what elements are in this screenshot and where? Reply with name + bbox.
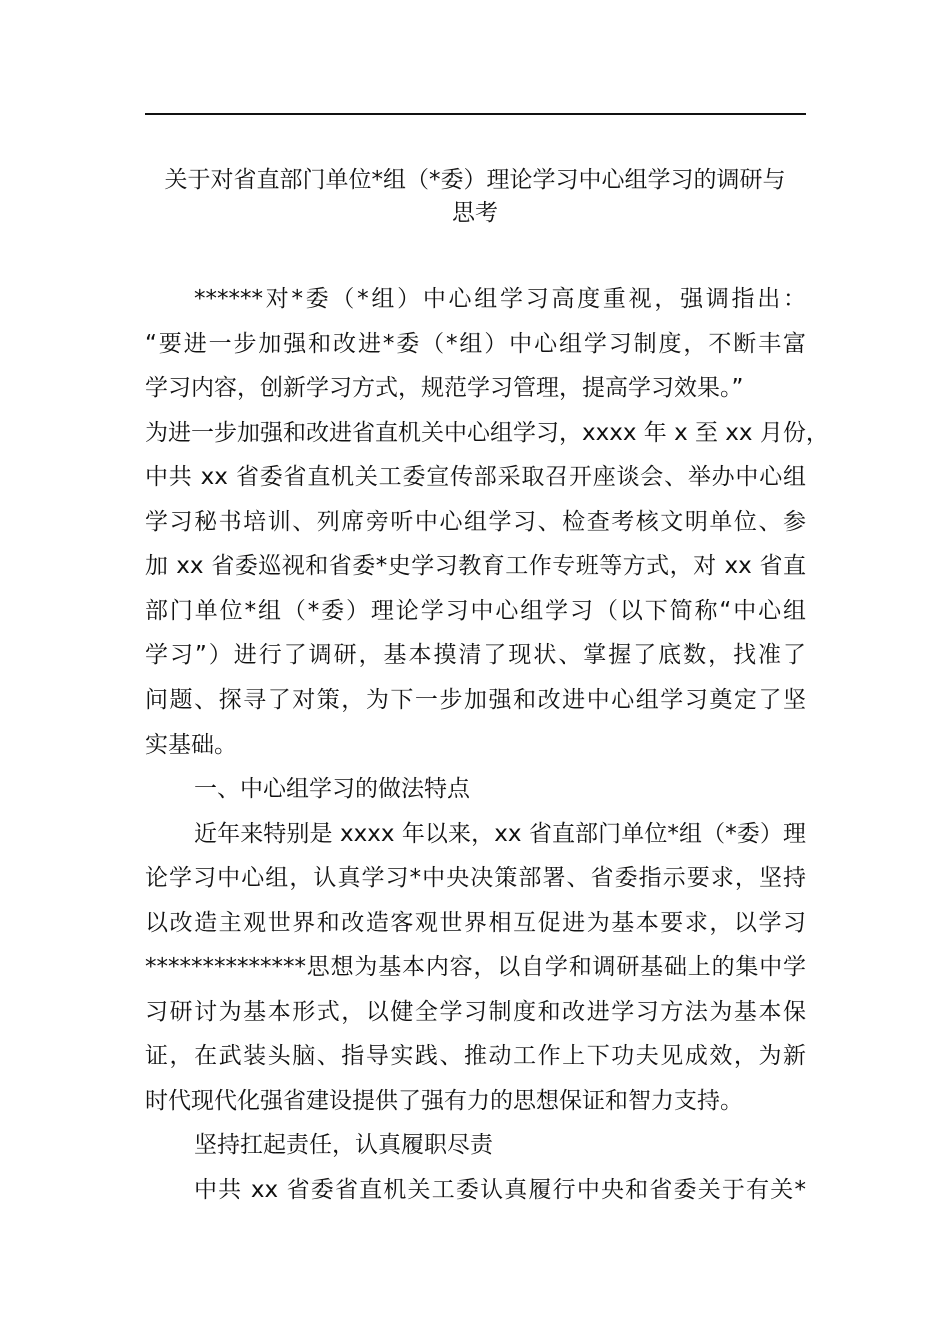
body-text-line: 证，在武装头脑、指导实践、推动工作上下功夫见成效，为新 <box>145 1043 806 1070</box>
document-title-line-2: 思考 <box>452 200 498 226</box>
body-text-line: ******对*委（*组）中心组学习高度重视，强调指出： <box>194 286 806 312</box>
body-text-line: 问题、探寻了对策，为下一步加强和改进中心组学习奠定了坚 <box>145 686 806 713</box>
body-text-line: 实基础。 <box>145 731 237 758</box>
body-text-line: 时代现代化强省建设提供了强有力的思想保证和智力支持。 <box>145 1087 743 1114</box>
body-text-line: 习研讨为基本形式，以健全学习制度和改进学习方法为基本保 <box>145 998 806 1025</box>
body-text-line: 近年来特别是 xxxx 年以来，xx 省直部门单位*组（*委）理 <box>194 820 806 847</box>
body-text-line: 坚持扛起责任，认真履职尽责 <box>194 1132 493 1159</box>
body-text-line: 以改造主观世界和改造客观世界相互促进为基本要求，以学习 <box>145 909 806 936</box>
document-title-line-1: 关于对省直部门单位*组（*委）理论学习中心组学习的调研与 <box>164 167 786 193</box>
body-text-line: 论学习中心组，认真学习*中央决策部署、省委指示要求，坚持 <box>145 865 806 892</box>
body-text-line: 学习内容，创新学习方式，规范学习管理，提高学习效果。” <box>145 375 744 402</box>
body-text-line: 学习”）进行了调研，基本摸清了现状、掌握了底数，找准了 <box>145 642 806 669</box>
body-text-line: “要进一步加强和改进*委（*组）中心组学习制度，不断丰富 <box>145 330 806 357</box>
body-text-line: 部门单位*组（*委）理论学习中心组学习（以下简称“中心组 <box>145 597 806 624</box>
body-text-line: 为进一步加强和改进省直机关中心组学习，xxxx 年 x 至 xx 月份， <box>145 419 829 446</box>
body-text-line: **************思想为基本内容，以自学和调研基础上的集中学 <box>145 954 806 981</box>
body-text-line: 中共 xx 省委省直机关工委宣传部采取召开座谈会、举办中心组 <box>145 464 806 491</box>
body-text-line: 学习秘书培训、列席旁听中心组学习、检查考核文明单位、参 <box>145 508 806 535</box>
body-text-line: 一、中心组学习的做法特点 <box>194 776 470 803</box>
body-text-line: 加 xx 省委巡视和省委*史学习教育工作专班等方式，对 xx 省直 <box>145 553 806 580</box>
header-rule <box>145 113 806 115</box>
body-text-line: 中共 xx 省委省直机关工委认真履行中央和省委关于有关* <box>194 1177 806 1203</box>
